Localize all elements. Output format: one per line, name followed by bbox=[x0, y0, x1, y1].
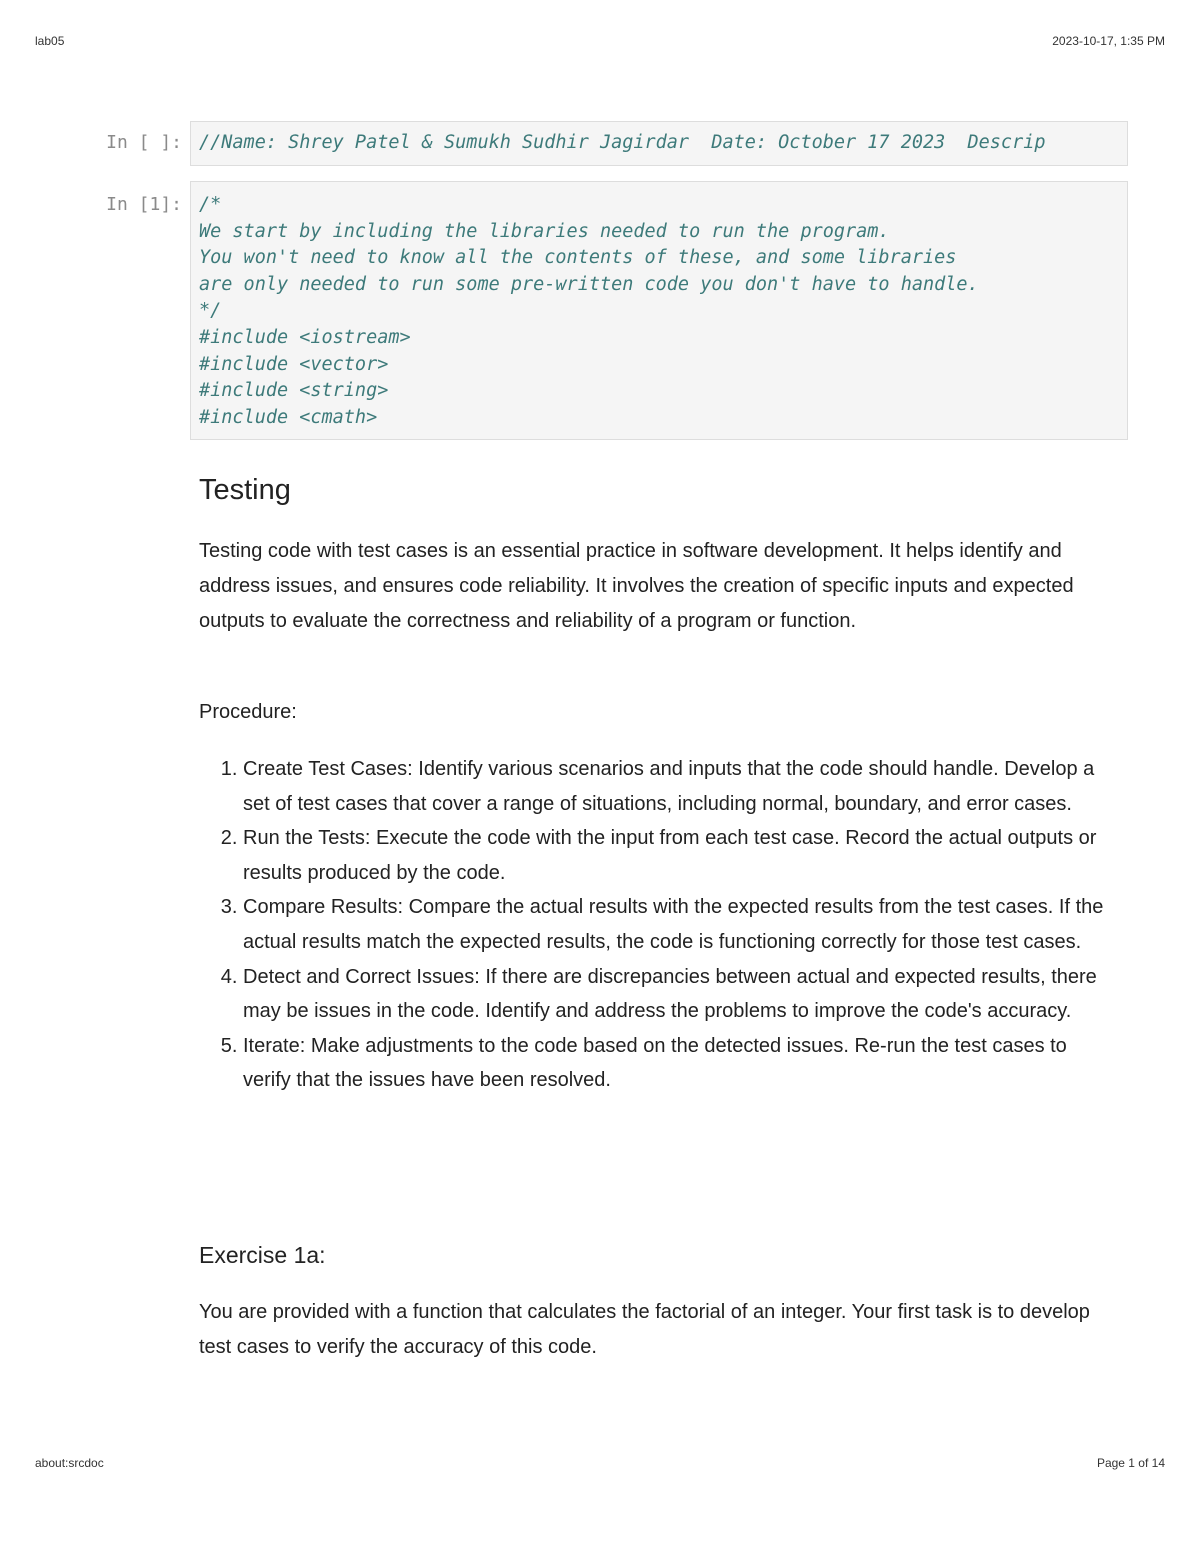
section-heading-testing: Testing bbox=[199, 474, 291, 506]
cell-prompt: In [ ]: bbox=[106, 132, 182, 153]
page-url: about:srcdoc bbox=[35, 1456, 104, 1470]
exercise-paragraph: You are provided with a function that calculates the factorial of an integer. Your first task is to develop test cases to verify the accuracy of this code. bbox=[199, 1301, 1090, 1358]
code-line: #include <cmath> bbox=[199, 406, 378, 428]
list-item: 4. Detect and Correct Issues: If there are discrepancies between actual and expected results, there may be issues in the code. Identify and address the problems to improve the code's accuracy. bbox=[243, 960, 1104, 1029]
list-item: 2. Run the Tests: Execute the code with the input from each test case. Record the actual outputs or results produced by the code. bbox=[243, 821, 1104, 890]
list-item: 5. Iterate: Make adjustments to the code based on the detected issues. Re-run the test cases to verify that the issues have been resolved. bbox=[243, 1029, 1104, 1098]
code-line: are only needed to run some pre-written code you don't have to handle. bbox=[199, 273, 979, 295]
section-heading-exercise: Exercise 1a: bbox=[199, 1242, 326, 1268]
cell-prompt: In [1]: bbox=[106, 194, 182, 215]
code-line: #include <string> bbox=[199, 380, 389, 402]
procedure-label: Procedure: bbox=[199, 701, 297, 723]
code-line: We start by including the libraries needed to run the program. bbox=[199, 220, 890, 242]
procedure-list bbox=[199, 752, 1104, 1098]
document-title: lab05 bbox=[35, 34, 65, 48]
code-editor[interactable] bbox=[190, 121, 1128, 166]
code-line: /* bbox=[199, 194, 222, 215]
code-line: #include <iostream> bbox=[199, 326, 411, 348]
testing-intro-paragraph: Testing code with test cases is an essential practice in software development. It helps identify and address issues, and ensures code reliability. It involves the creation of specific inputs and expected outputs to evaluate the correctness and reliability of a program or function. bbox=[199, 540, 1074, 632]
code-line: #include <vector> bbox=[199, 353, 389, 375]
code-line: //Name: Shrey Patel & Sumukh Sudhir Jagirdar Date: October 17 2023 Descrip bbox=[199, 132, 1046, 153]
print-datetime: 2023-10-17, 1:35 PM bbox=[1052, 34, 1165, 48]
code-line: */ bbox=[199, 300, 222, 322]
list-item: 3. Compare Results: Compare the actual results with the expected results from the test cases. If the actual results match the expected results, the code is functioning correctly for those test cases. bbox=[243, 890, 1104, 959]
print-footer bbox=[35, 1456, 1165, 1474]
markdown-cell-testing bbox=[199, 472, 1104, 508]
code-editor[interactable] bbox=[190, 181, 1128, 440]
list-item: 1. Create Test Cases: Identify various scenarios and inputs that the code should handle. Develop a set of test cases that cover a range of situations, including normal, boundary, and error cases. bbox=[243, 752, 1104, 821]
print-header bbox=[35, 34, 1165, 52]
markdown-cell-exercise bbox=[199, 1240, 1104, 1270]
code-line: You won't need to know all the contents of these, and some libraries bbox=[199, 247, 957, 269]
page-number: Page 1 of 14 bbox=[1096, 1456, 1165, 1470]
